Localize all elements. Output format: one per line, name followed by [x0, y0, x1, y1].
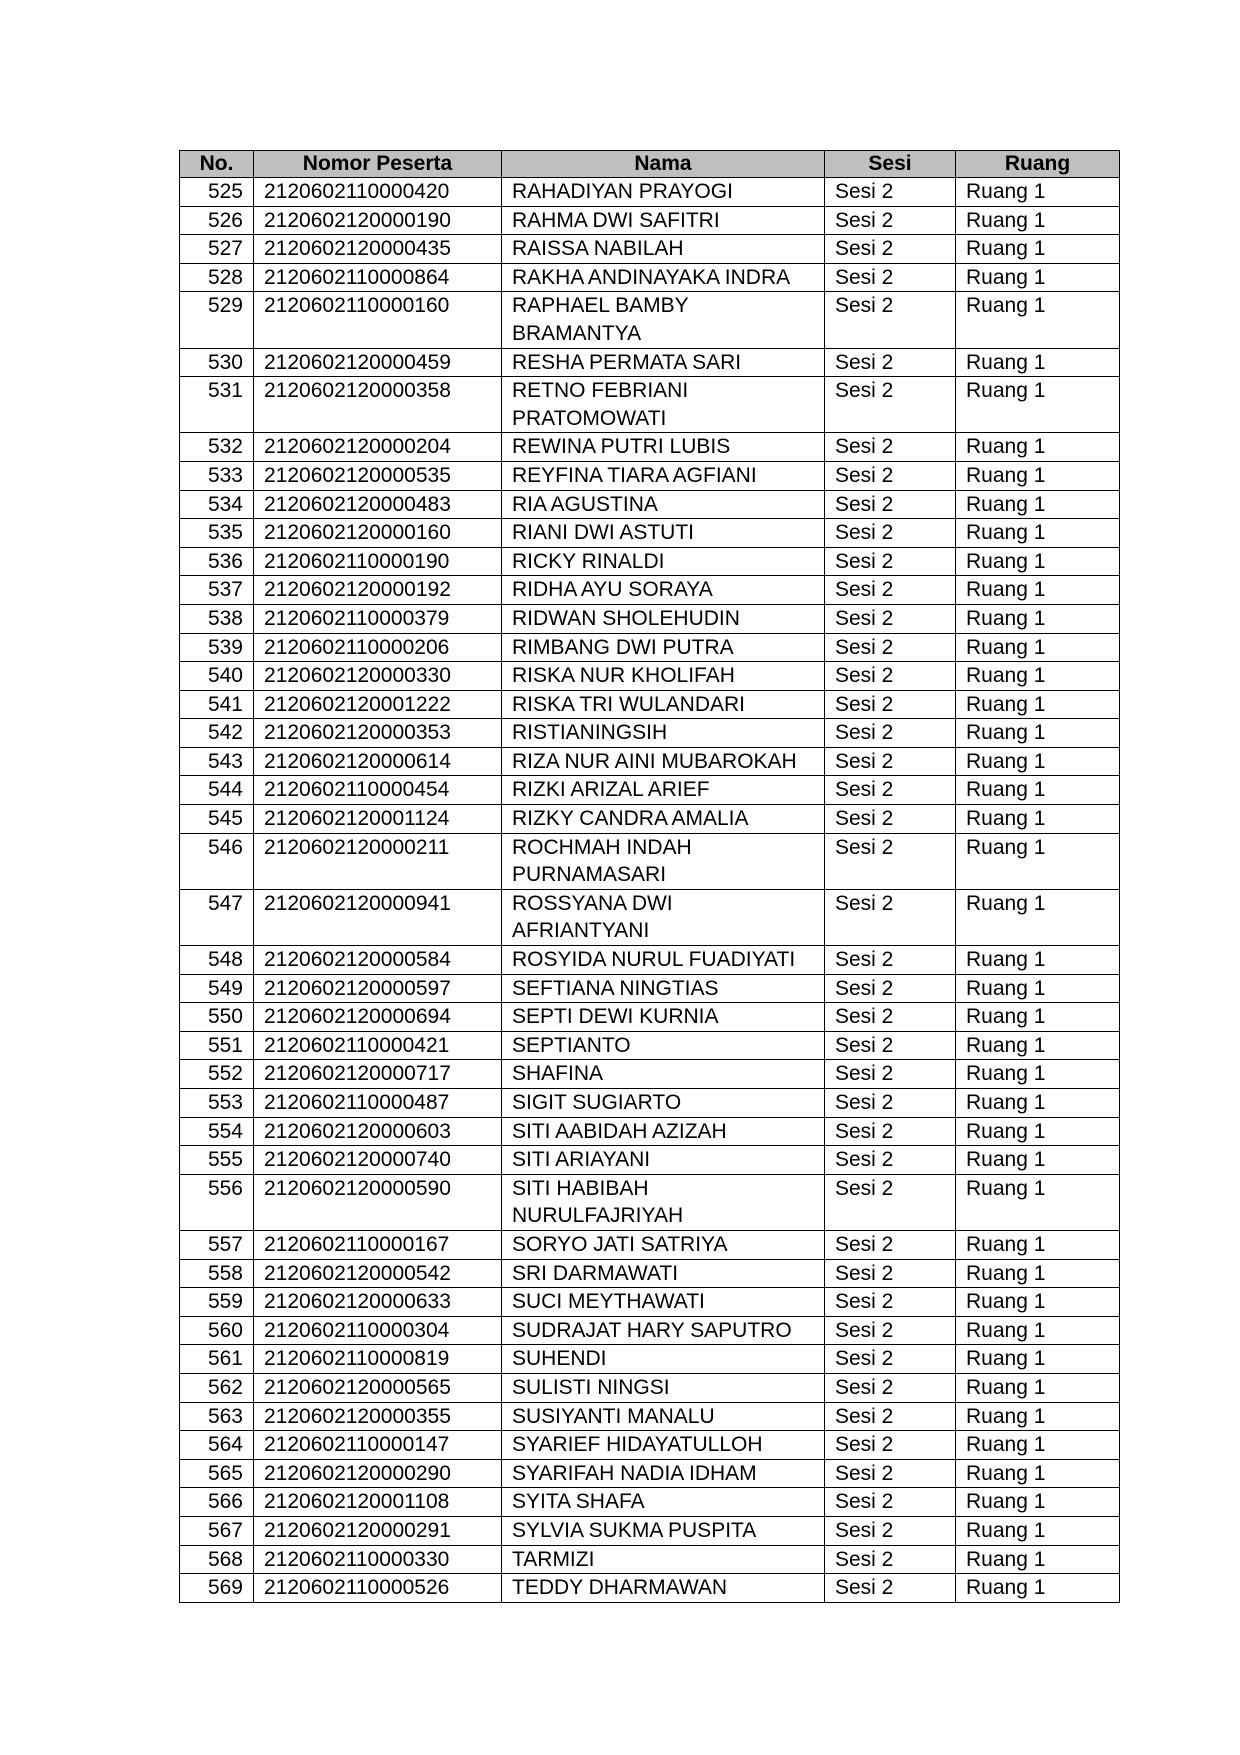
cell-no: 542	[180, 719, 254, 748]
cell-nomor-peserta: 2120602120000740	[254, 1146, 502, 1175]
cell-nama: RESHA PERMATA SARI	[502, 348, 825, 377]
cell-no: 539	[180, 633, 254, 662]
table-row	[180, 235, 1120, 264]
cell-sesi: Sesi 2	[825, 1345, 956, 1374]
cell-ruang: Ruang 1	[956, 461, 1120, 490]
header-sesi: Sesi	[825, 151, 956, 178]
cell-ruang: Ruang 1	[956, 747, 1120, 776]
cell-nama: SYLVIA SUKMA PUSPITA	[502, 1516, 825, 1545]
table-row	[180, 206, 1120, 235]
cell-no: 550	[180, 1003, 254, 1032]
table-row	[180, 974, 1120, 1003]
cell-ruang: Ruang 1	[956, 1174, 1120, 1230]
cell-ruang: Ruang 1	[956, 662, 1120, 691]
cell-nomor-peserta: 2120602120000190	[254, 206, 502, 235]
cell-ruang: Ruang 1	[956, 604, 1120, 633]
cell-nama: SITI ARIAYANI	[502, 1146, 825, 1175]
cell-no: 549	[180, 974, 254, 1003]
cell-nomor-peserta: 2120602110000454	[254, 776, 502, 805]
cell-sesi: Sesi 2	[825, 946, 956, 975]
cell-nama: REYFINA TIARA AGFIANI	[502, 461, 825, 490]
cell-nama: RAHADIYAN PRAYOGI	[502, 178, 825, 207]
cell-ruang: Ruang 1	[956, 719, 1120, 748]
cell-nama: SHAFINA	[502, 1060, 825, 1089]
cell-ruang: Ruang 1	[956, 1003, 1120, 1032]
table-row	[180, 1373, 1120, 1402]
cell-sesi: Sesi 2	[825, 206, 956, 235]
cell-sesi: Sesi 2	[825, 1516, 956, 1545]
cell-sesi: Sesi 2	[825, 1574, 956, 1603]
cell-nama: RAISSA NABILAH	[502, 235, 825, 264]
cell-ruang: Ruang 1	[956, 206, 1120, 235]
cell-nama: TEDDY DHARMAWAN	[502, 1574, 825, 1603]
header-row	[180, 151, 1120, 178]
cell-sesi: Sesi 2	[825, 348, 956, 377]
table-row	[180, 576, 1120, 605]
cell-nama: RISKA TRI WULANDARI	[502, 690, 825, 719]
cell-sesi: Sesi 2	[825, 235, 956, 264]
cell-nama: SIGIT SUGIARTO	[502, 1089, 825, 1118]
cell-ruang: Ruang 1	[956, 690, 1120, 719]
table-row	[180, 1488, 1120, 1517]
cell-ruang: Ruang 1	[956, 547, 1120, 576]
cell-no: 547	[180, 889, 254, 945]
cell-no: 548	[180, 946, 254, 975]
cell-sesi: Sesi 2	[825, 1089, 956, 1118]
table-row	[180, 377, 1120, 433]
cell-no: 567	[180, 1516, 254, 1545]
table-header	[180, 151, 1120, 178]
cell-nomor-peserta: 2120602120000330	[254, 662, 502, 691]
cell-nama: RIDHA AYU SORAYA	[502, 576, 825, 605]
cell-ruang: Ruang 1	[956, 1345, 1120, 1374]
cell-ruang: Ruang 1	[956, 974, 1120, 1003]
cell-no: 527	[180, 235, 254, 264]
cell-no: 543	[180, 747, 254, 776]
cell-sesi: Sesi 2	[825, 633, 956, 662]
cell-sesi: Sesi 2	[825, 490, 956, 519]
table-row	[180, 1031, 1120, 1060]
cell-nomor-peserta: 2120602120000603	[254, 1117, 502, 1146]
cell-sesi: Sesi 2	[825, 547, 956, 576]
cell-ruang: Ruang 1	[956, 1259, 1120, 1288]
cell-nama: RIMBANG DWI PUTRA	[502, 633, 825, 662]
table-row	[180, 1516, 1120, 1545]
cell-sesi: Sesi 2	[825, 178, 956, 207]
cell-no: 566	[180, 1488, 254, 1517]
cell-nama: SULISTI NINGSI	[502, 1373, 825, 1402]
cell-no: 531	[180, 377, 254, 433]
table-row	[180, 833, 1120, 889]
cell-nama: SITI HABIBAH NURULFAJRIYAH	[502, 1174, 825, 1230]
cell-ruang: Ruang 1	[956, 519, 1120, 548]
header-nomor-peserta: Nomor Peserta	[254, 151, 502, 178]
table-row	[180, 719, 1120, 748]
cell-nomor-peserta: 2120602120000291	[254, 1516, 502, 1545]
cell-nama: SUHENDI	[502, 1345, 825, 1374]
table-row	[180, 348, 1120, 377]
cell-nomor-peserta: 2120602120000542	[254, 1259, 502, 1288]
cell-sesi: Sesi 2	[825, 292, 956, 348]
cell-sesi: Sesi 2	[825, 1431, 956, 1460]
cell-ruang: Ruang 1	[956, 946, 1120, 975]
cell-nomor-peserta: 2120602120000290	[254, 1459, 502, 1488]
cell-no: 559	[180, 1288, 254, 1317]
cell-no: 545	[180, 805, 254, 834]
cell-no: 564	[180, 1431, 254, 1460]
table-row	[180, 1230, 1120, 1259]
cell-no: 534	[180, 490, 254, 519]
cell-sesi: Sesi 2	[825, 1402, 956, 1431]
table-row	[180, 747, 1120, 776]
cell-nama: RISKA NUR KHOLIFAH	[502, 662, 825, 691]
table-row	[180, 1146, 1120, 1175]
cell-sesi: Sesi 2	[825, 461, 956, 490]
table-row	[180, 946, 1120, 975]
table-row	[180, 490, 1120, 519]
header-no: No.	[180, 151, 254, 178]
cell-nama: SITI AABIDAH AZIZAH	[502, 1117, 825, 1146]
cell-nomor-peserta: 2120602120000584	[254, 946, 502, 975]
cell-nama: RICKY RINALDI	[502, 547, 825, 576]
cell-ruang: Ruang 1	[956, 1545, 1120, 1574]
table-row	[180, 178, 1120, 207]
cell-nomor-peserta: 2120602110000190	[254, 547, 502, 576]
cell-ruang: Ruang 1	[956, 576, 1120, 605]
cell-ruang: Ruang 1	[956, 263, 1120, 292]
cell-sesi: Sesi 2	[825, 1003, 956, 1032]
cell-sesi: Sesi 2	[825, 662, 956, 691]
cell-no: 555	[180, 1146, 254, 1175]
cell-no: 556	[180, 1174, 254, 1230]
table-row	[180, 662, 1120, 691]
cell-no: 530	[180, 348, 254, 377]
cell-ruang: Ruang 1	[956, 1431, 1120, 1460]
cell-ruang: Ruang 1	[956, 1060, 1120, 1089]
table-row	[180, 889, 1120, 945]
table-row	[180, 633, 1120, 662]
cell-sesi: Sesi 2	[825, 719, 956, 748]
cell-nama: RAPHAEL BAMBY BRAMANTYA	[502, 292, 825, 348]
cell-sesi: Sesi 2	[825, 1259, 956, 1288]
cell-nomor-peserta: 2120602120000355	[254, 1402, 502, 1431]
cell-nomor-peserta: 2120602120000358	[254, 377, 502, 433]
cell-nomor-peserta: 2120602120000941	[254, 889, 502, 945]
cell-no: 552	[180, 1060, 254, 1089]
cell-nama: RIA AGUSTINA	[502, 490, 825, 519]
cell-nama: SEPTIANTO	[502, 1031, 825, 1060]
table-row	[180, 1259, 1120, 1288]
cell-nomor-peserta: 2120602110000304	[254, 1316, 502, 1345]
cell-no: 526	[180, 206, 254, 235]
cell-nama: SUCI MEYTHAWATI	[502, 1288, 825, 1317]
cell-ruang: Ruang 1	[956, 1459, 1120, 1488]
table-row	[180, 461, 1120, 490]
header-nama: Nama	[502, 151, 825, 178]
cell-sesi: Sesi 2	[825, 974, 956, 1003]
cell-nama: RISTIANINGSIH	[502, 719, 825, 748]
cell-ruang: Ruang 1	[956, 1402, 1120, 1431]
cell-sesi: Sesi 2	[825, 690, 956, 719]
cell-sesi: Sesi 2	[825, 576, 956, 605]
cell-nama: SYITA SHAFA	[502, 1488, 825, 1517]
cell-sesi: Sesi 2	[825, 1316, 956, 1345]
cell-no: 558	[180, 1259, 254, 1288]
cell-nama: SUDRAJAT HARY SAPUTRO	[502, 1316, 825, 1345]
table-row	[180, 604, 1120, 633]
cell-ruang: Ruang 1	[956, 433, 1120, 462]
cell-nomor-peserta: 2120602120000160	[254, 519, 502, 548]
cell-sesi: Sesi 2	[825, 1459, 956, 1488]
cell-sesi: Sesi 2	[825, 805, 956, 834]
cell-ruang: Ruang 1	[956, 490, 1120, 519]
table-row	[180, 1402, 1120, 1431]
cell-nomor-peserta: 2120602110000379	[254, 604, 502, 633]
cell-nomor-peserta: 2120602120000590	[254, 1174, 502, 1230]
cell-nama: RAHMA DWI SAFITRI	[502, 206, 825, 235]
cell-nama: SEFTIANA NINGTIAS	[502, 974, 825, 1003]
cell-nomor-peserta: 2120602120000614	[254, 747, 502, 776]
cell-ruang: Ruang 1	[956, 1031, 1120, 1060]
cell-sesi: Sesi 2	[825, 747, 956, 776]
cell-no: 544	[180, 776, 254, 805]
cell-nomor-peserta: 2120602110000420	[254, 178, 502, 207]
cell-nomor-peserta: 2120602120001222	[254, 690, 502, 719]
cell-nama: RIZA NUR AINI MUBAROKAH	[502, 747, 825, 776]
table-row	[180, 519, 1120, 548]
cell-nomor-peserta: 2120602120001108	[254, 1488, 502, 1517]
cell-nomor-peserta: 2120602120000633	[254, 1288, 502, 1317]
cell-nomor-peserta: 2120602120000192	[254, 576, 502, 605]
cell-ruang: Ruang 1	[956, 178, 1120, 207]
cell-nama: RIANI DWI ASTUTI	[502, 519, 825, 548]
cell-nama: RAKHA ANDINAYAKA INDRA	[502, 263, 825, 292]
table-row	[180, 1288, 1120, 1317]
cell-nama: RIZKI ARIZAL ARIEF	[502, 776, 825, 805]
cell-sesi: Sesi 2	[825, 604, 956, 633]
cell-no: 541	[180, 690, 254, 719]
cell-sesi: Sesi 2	[825, 433, 956, 462]
cell-sesi: Sesi 2	[825, 1060, 956, 1089]
cell-nomor-peserta: 2120602110000330	[254, 1545, 502, 1574]
cell-no: 528	[180, 263, 254, 292]
cell-sesi: Sesi 2	[825, 889, 956, 945]
cell-nama: ROCHMAH INDAH PURNAMASARI	[502, 833, 825, 889]
cell-sesi: Sesi 2	[825, 263, 956, 292]
table-row	[180, 805, 1120, 834]
cell-sesi: Sesi 2	[825, 377, 956, 433]
table-row	[180, 263, 1120, 292]
table-row	[180, 433, 1120, 462]
cell-nomor-peserta: 2120602110000864	[254, 263, 502, 292]
table-row	[180, 1089, 1120, 1118]
cell-no: 535	[180, 519, 254, 548]
table-row	[180, 292, 1120, 348]
cell-nama: SYARIFAH NADIA IDHAM	[502, 1459, 825, 1488]
cell-nomor-peserta: 2120602110000206	[254, 633, 502, 662]
cell-ruang: Ruang 1	[956, 1146, 1120, 1175]
cell-nomor-peserta: 2120602120000211	[254, 833, 502, 889]
cell-sesi: Sesi 2	[825, 1031, 956, 1060]
table-row	[180, 1574, 1120, 1603]
cell-ruang: Ruang 1	[956, 377, 1120, 433]
cell-no: 540	[180, 662, 254, 691]
cell-ruang: Ruang 1	[956, 235, 1120, 264]
cell-ruang: Ruang 1	[956, 1230, 1120, 1259]
table-row	[180, 690, 1120, 719]
cell-nomor-peserta: 2120602110000487	[254, 1089, 502, 1118]
cell-no: 536	[180, 547, 254, 576]
table-row	[180, 547, 1120, 576]
cell-ruang: Ruang 1	[956, 1373, 1120, 1402]
cell-ruang: Ruang 1	[956, 1516, 1120, 1545]
cell-sesi: Sesi 2	[825, 1373, 956, 1402]
cell-nama: ROSYIDA NURUL FUADIYATI	[502, 946, 825, 975]
cell-nama: SUSIYANTI MANALU	[502, 1402, 825, 1431]
cell-ruang: Ruang 1	[956, 348, 1120, 377]
cell-no: 532	[180, 433, 254, 462]
cell-no: 563	[180, 1402, 254, 1431]
table-row	[180, 1545, 1120, 1574]
cell-sesi: Sesi 2	[825, 1146, 956, 1175]
table-row	[180, 1003, 1120, 1032]
header-ruang: Ruang	[956, 151, 1120, 178]
cell-no: 565	[180, 1459, 254, 1488]
participants-table	[179, 150, 1120, 1603]
cell-no: 562	[180, 1373, 254, 1402]
table-row	[180, 1174, 1120, 1230]
cell-nomor-peserta: 2120602120000353	[254, 719, 502, 748]
cell-nomor-peserta: 2120602120000717	[254, 1060, 502, 1089]
cell-ruang: Ruang 1	[956, 1574, 1120, 1603]
cell-nama: SORYO JATI SATRIYA	[502, 1230, 825, 1259]
cell-nama: SRI DARMAWATI	[502, 1259, 825, 1288]
table-row	[180, 1117, 1120, 1146]
cell-ruang: Ruang 1	[956, 1488, 1120, 1517]
cell-no: 525	[180, 178, 254, 207]
cell-nama: ROSSYANA DWI AFRIANTYANI	[502, 889, 825, 945]
cell-no: 533	[180, 461, 254, 490]
cell-nama: RETNO FEBRIANI PRATOMOWATI	[502, 377, 825, 433]
cell-sesi: Sesi 2	[825, 1174, 956, 1230]
cell-nama: SYARIEF HIDAYATULLOH	[502, 1431, 825, 1460]
table-row	[180, 776, 1120, 805]
cell-nomor-peserta: 2120602120000535	[254, 461, 502, 490]
table-body	[180, 178, 1120, 1603]
cell-sesi: Sesi 2	[825, 1488, 956, 1517]
cell-no: 568	[180, 1545, 254, 1574]
cell-ruang: Ruang 1	[956, 1288, 1120, 1317]
cell-no: 560	[180, 1316, 254, 1345]
cell-nama: SEPTI DEWI KURNIA	[502, 1003, 825, 1032]
cell-nomor-peserta: 2120602120000459	[254, 348, 502, 377]
cell-nomor-peserta: 2120602110000147	[254, 1431, 502, 1460]
cell-no: 569	[180, 1574, 254, 1603]
cell-nomor-peserta: 2120602120000597	[254, 974, 502, 1003]
cell-nomor-peserta: 2120602110000421	[254, 1031, 502, 1060]
cell-no: 546	[180, 833, 254, 889]
table-row	[180, 1316, 1120, 1345]
cell-nomor-peserta: 2120602110000819	[254, 1345, 502, 1374]
cell-nomor-peserta: 2120602110000526	[254, 1574, 502, 1603]
cell-nama: REWINA PUTRI LUBIS	[502, 433, 825, 462]
cell-nomor-peserta: 2120602120000565	[254, 1373, 502, 1402]
cell-sesi: Sesi 2	[825, 1117, 956, 1146]
cell-ruang: Ruang 1	[956, 292, 1120, 348]
cell-sesi: Sesi 2	[825, 776, 956, 805]
cell-ruang: Ruang 1	[956, 805, 1120, 834]
table-row	[180, 1060, 1120, 1089]
cell-ruang: Ruang 1	[956, 1089, 1120, 1118]
cell-no: 537	[180, 576, 254, 605]
cell-no: 557	[180, 1230, 254, 1259]
cell-sesi: Sesi 2	[825, 1230, 956, 1259]
cell-no: 561	[180, 1345, 254, 1374]
cell-no: 554	[180, 1117, 254, 1146]
cell-nama: TARMIZI	[502, 1545, 825, 1574]
cell-no: 538	[180, 604, 254, 633]
cell-no: 553	[180, 1089, 254, 1118]
cell-sesi: Sesi 2	[825, 519, 956, 548]
cell-sesi: Sesi 2	[825, 833, 956, 889]
cell-nomor-peserta: 2120602120000483	[254, 490, 502, 519]
table-row	[180, 1431, 1120, 1460]
table-row	[180, 1459, 1120, 1488]
cell-nomor-peserta: 2120602120000435	[254, 235, 502, 264]
cell-ruang: Ruang 1	[956, 889, 1120, 945]
cell-nama: RIDWAN SHOLEHUDIN	[502, 604, 825, 633]
cell-sesi: Sesi 2	[825, 1288, 956, 1317]
cell-no: 551	[180, 1031, 254, 1060]
cell-ruang: Ruang 1	[956, 833, 1120, 889]
cell-nomor-peserta: 2120602120001124	[254, 805, 502, 834]
cell-nomor-peserta: 2120602120000204	[254, 433, 502, 462]
cell-nomor-peserta: 2120602120000694	[254, 1003, 502, 1032]
cell-ruang: Ruang 1	[956, 633, 1120, 662]
cell-nomor-peserta: 2120602110000160	[254, 292, 502, 348]
cell-nama: RIZKY CANDRA AMALIA	[502, 805, 825, 834]
table-row	[180, 1345, 1120, 1374]
cell-no: 529	[180, 292, 254, 348]
cell-ruang: Ruang 1	[956, 1316, 1120, 1345]
cell-sesi: Sesi 2	[825, 1545, 956, 1574]
cell-ruang: Ruang 1	[956, 776, 1120, 805]
cell-ruang: Ruang 1	[956, 1117, 1120, 1146]
cell-nomor-peserta: 2120602110000167	[254, 1230, 502, 1259]
